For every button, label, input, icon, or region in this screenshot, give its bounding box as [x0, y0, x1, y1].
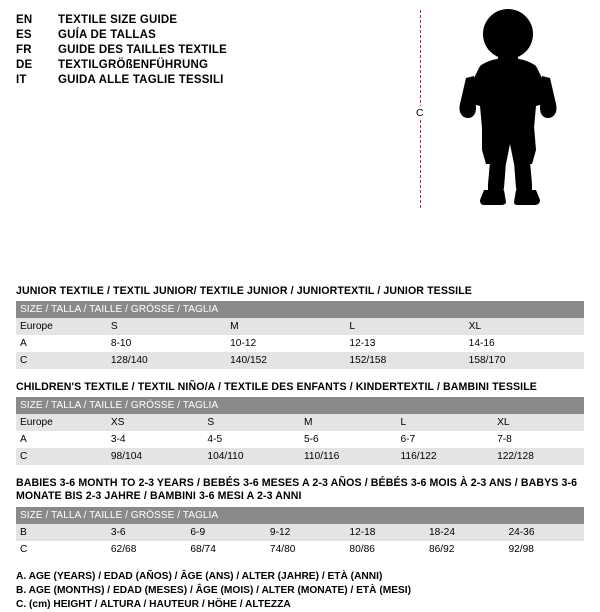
size-table-babies	[16, 507, 584, 558]
cell: 158/170	[465, 352, 584, 369]
section-childrens-textile	[16, 381, 584, 465]
cell: 12-18	[345, 524, 425, 541]
cell: 152/158	[345, 352, 464, 369]
cell: 62/68	[107, 541, 187, 558]
legend-line-a: A. AGE (YEARS) / EDAD (AÑOS) / ÂGE (ANS) / ALTER (JAHRE) / ETÀ (ANNI)	[16, 571, 383, 582]
cell: 74/80	[266, 541, 346, 558]
language-row	[16, 74, 356, 86]
cell: 8-10	[107, 335, 226, 352]
cell: 128/140	[107, 352, 226, 369]
language-code: FR	[16, 44, 32, 56]
cell: 98/104	[107, 448, 204, 465]
cell: 104/110	[203, 448, 300, 465]
table-row	[16, 541, 584, 558]
row-label: B	[16, 524, 107, 541]
legend-block	[16, 570, 584, 612]
table-row	[16, 448, 584, 465]
table-header-row	[16, 301, 584, 318]
height-measure-label: C	[416, 107, 424, 119]
cell: 6-9	[186, 524, 266, 541]
cell: S	[107, 318, 226, 335]
size-table-junior	[16, 301, 584, 369]
cell: 86/92	[425, 541, 505, 558]
language-title: TEXTILGRÖßENFÜHRUNG	[58, 59, 209, 71]
language-code: IT	[16, 74, 27, 86]
cell: 10-12	[226, 335, 345, 352]
section-title: BABIES 3-6 MONTH TO 2-3 YEARS / BEBÉS 3-6 MESES A 2-3 AÑOS / BÉBÉS 3-6 MOIS À 2-3 ANS / BABYS 3-6 MONATE BIS 2-3 JAHRE / BAMBINI 3-6 MESI A 2-3 ANNI	[16, 477, 578, 502]
cell: XL	[465, 318, 584, 335]
cell: S	[203, 414, 300, 431]
cell: 140/152	[226, 352, 345, 369]
row-label: C	[16, 541, 107, 558]
table-row	[16, 414, 584, 431]
cell: 14-16	[465, 335, 584, 352]
cell: L	[345, 318, 464, 335]
cell: 24-36	[504, 524, 584, 541]
language-row	[16, 29, 356, 41]
cell: XS	[107, 414, 204, 431]
cell: 4-5	[203, 431, 300, 448]
row-label: Europe	[16, 318, 107, 335]
cell: 7-8	[493, 431, 584, 448]
toddler-silhouette-icon	[436, 8, 576, 206]
section-title: CHILDREN'S TEXTILE / TEXTIL NIÑO/A / TEXTILE DES ENFANTS / KINDERTEXTIL / BAMBINI TESSILE	[16, 381, 537, 393]
cell: 3-6	[107, 524, 187, 541]
language-title: GUIDA ALLE TAGLIE TESSILI	[58, 74, 224, 86]
row-label: C	[16, 448, 107, 465]
section-junior-textile	[16, 285, 584, 369]
cell: 3-4	[107, 431, 204, 448]
section-title: JUNIOR TEXTILE / TEXTIL JUNIOR/ TEXTILE JUNIOR / JUNIORTEXTIL / JUNIOR TESSILE	[16, 285, 472, 297]
cell: 12-13	[345, 335, 464, 352]
language-title: TEXTILE SIZE GUIDE	[58, 14, 178, 26]
table-row	[16, 352, 584, 369]
cell: M	[300, 414, 397, 431]
legend-line-b: B. AGE (MONTHS) / EDAD (MESES) / ÂGE (MOIS) / ALTER (MONATE) / ETÀ (MESI)	[16, 585, 412, 596]
row-label: A	[16, 431, 107, 448]
cell: 122/128	[493, 448, 584, 465]
language-title: GUIDE DES TAILLES TEXTILE	[58, 44, 227, 56]
cell: 116/122	[397, 448, 494, 465]
language-row	[16, 59, 356, 71]
size-table-children	[16, 397, 584, 465]
cell: 68/74	[186, 541, 266, 558]
language-code: DE	[16, 59, 33, 71]
table-header-label: SIZE / TALLA / TAILLE / GRÖSSE / TAGLIA	[16, 397, 584, 414]
table-header-label: SIZE / TALLA / TAILLE / GRÖSSE / TAGLIA	[16, 301, 584, 318]
cell: XL	[493, 414, 584, 431]
cell: 80/86	[345, 541, 425, 558]
child-figure-illustration	[406, 8, 586, 208]
language-code: EN	[16, 14, 33, 26]
row-label: Europe	[16, 414, 107, 431]
legend-line-c: C. (cm) HEIGHT / ALTURA / HAUTEUR / HÖHE / ALTEZZA	[16, 599, 291, 610]
cell: 110/116	[300, 448, 397, 465]
row-label: A	[16, 335, 107, 352]
row-label: C	[16, 352, 107, 369]
table-row	[16, 318, 584, 335]
table-header-row	[16, 397, 584, 414]
table-row	[16, 524, 584, 541]
language-title: GUÍA DE TALLAS	[58, 29, 156, 41]
table-header-label: SIZE / TALLA / TAILLE / GRÖSSE / TAGLIA	[16, 507, 584, 524]
table-row	[16, 431, 584, 448]
table-header-row	[16, 507, 584, 524]
cell: M	[226, 318, 345, 335]
cell: 5-6	[300, 431, 397, 448]
table-row	[16, 335, 584, 352]
language-title-block	[16, 14, 356, 86]
cell: 92/98	[504, 541, 584, 558]
section-babies-textile	[16, 477, 584, 558]
language-row	[16, 44, 356, 56]
language-row	[16, 14, 356, 26]
cell: L	[397, 414, 494, 431]
cell: 9-12	[266, 524, 346, 541]
cell: 6-7	[397, 431, 494, 448]
cell: 18-24	[425, 524, 505, 541]
language-code: ES	[16, 29, 32, 41]
